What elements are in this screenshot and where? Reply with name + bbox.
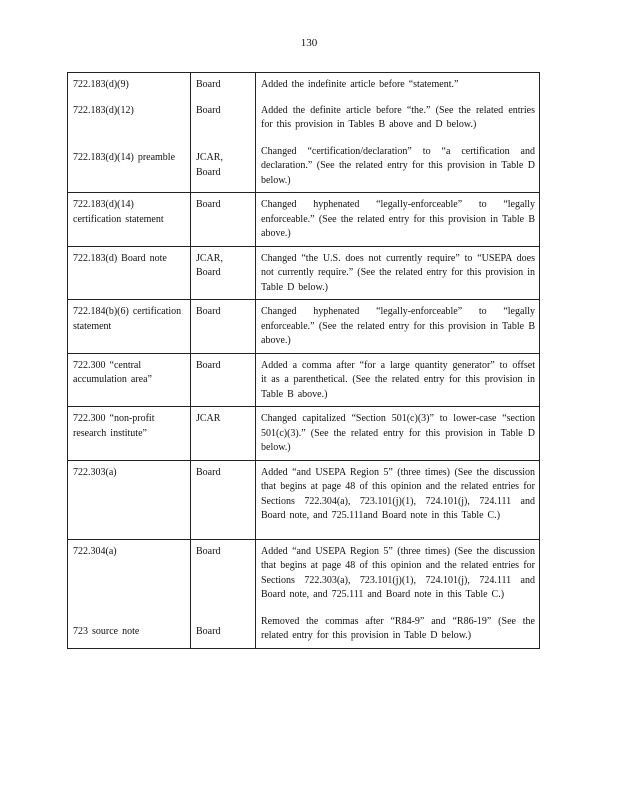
- source-cell: [191, 539, 256, 648]
- section-cell: 722.303(a): [68, 460, 191, 539]
- source-cell: Board: [191, 353, 256, 407]
- description-cell: [256, 460, 540, 539]
- section-text: 722.183(d)(9): [73, 79, 129, 90]
- section-text: 722.304(a): [73, 545, 117, 557]
- source-text: Board: [196, 626, 221, 637]
- section-cell: [68, 539, 191, 648]
- source-cell: JCAR, Board: [191, 246, 256, 300]
- section-cell: 722.184(b)(6) certification statement: [68, 300, 191, 354]
- description-text: Added the definite article before “the.” (See the related entries for this provision in Tables B above and D below.): [261, 104, 535, 130]
- table-row: [68, 460, 540, 539]
- source-text: Board: [196, 545, 221, 557]
- section-cell: [68, 73, 191, 193]
- section-cell: 722.300 “central accumulation area”: [68, 353, 191, 407]
- description-cell: Changed hyphenated “legally-enforceable” to “legally enforceable.” (See the related entry for this provision in Table B above.): [256, 193, 540, 247]
- table-row: [68, 353, 540, 407]
- source-text: Board: [196, 104, 221, 116]
- source-cell: [191, 73, 256, 193]
- source-cell: Board: [191, 460, 256, 539]
- page-number: 130: [300, 37, 318, 49]
- source-text: JCAR, Board: [196, 152, 223, 178]
- section-text: 723 source note: [73, 626, 140, 637]
- section-text: 722.183(d)(12): [73, 104, 134, 116]
- section-cell: 722.183(d)(14) certification statement: [68, 193, 191, 247]
- table-row: [68, 246, 540, 300]
- description-text: Added “and USEPA Region 5” (three times) (See the discussion that begins at page 48 of this opinion and the related entries for Sections 722.304(a), 723.101(j)(1), 724.101(j), 724.111 and Board note, and 725.111and Board note in this Table C.): [261, 466, 535, 521]
- source-text: Board: [196, 79, 221, 90]
- source-cell: Board: [191, 193, 256, 247]
- table-row: [68, 407, 540, 461]
- section-text: 722.183(d)(14) preamble: [73, 152, 176, 163]
- description-cell: Changed hyphenated “legally-enforceable” to “legally enforceable.” (See the related entry for this provision in Table B above.): [256, 300, 540, 354]
- source-cell: Board: [191, 300, 256, 354]
- description-text: Removed the commas after “R84-9” and “R86-19” (See the related entry for this provision in Table D below.): [261, 615, 535, 641]
- section-cell: 722.183(d) Board note: [68, 246, 191, 300]
- table-row: [68, 539, 540, 648]
- table-row: [68, 300, 540, 354]
- description-cell: Changed capitalized “Section 501(c)(3)” to lower-case “section 501(c)(3).” (See the related entry for this provision in Table D below.): [256, 407, 540, 461]
- description-cell: Added a comma after “for a large quantity generator” to offset it as a parenthetical. (See the related entry for this provision in Table B above.): [256, 353, 540, 407]
- section-cell: 722.300 “non-profit research institute”: [68, 407, 191, 461]
- description-text: Changed “certification/declaration” to “a certification and declaration.” (See the related entry for this provision in Table D below.): [261, 145, 535, 186]
- description-cell: [256, 73, 540, 193]
- table-row: [68, 193, 540, 247]
- description-cell: Changed “the U.S. does not currently require” to “USEPA does not currently require.” (See the related entry for this provision in Table D below.): [256, 246, 540, 300]
- description-text: Added the indefinite article before “statement.”: [261, 79, 459, 90]
- source-cell: JCAR: [191, 407, 256, 461]
- description-text: Added “and USEPA Region 5” (three times) (See the discussion that begins at page 48 of this opinion and the related entries for Sections 722.303(a), 723.101(j)(1), 724.101(j), 724.111 and Board note, and 725.111 and Board note in this Table C.): [261, 545, 535, 600]
- table-row: [68, 73, 540, 193]
- description-cell: [256, 539, 540, 648]
- changes-table: [67, 72, 540, 649]
